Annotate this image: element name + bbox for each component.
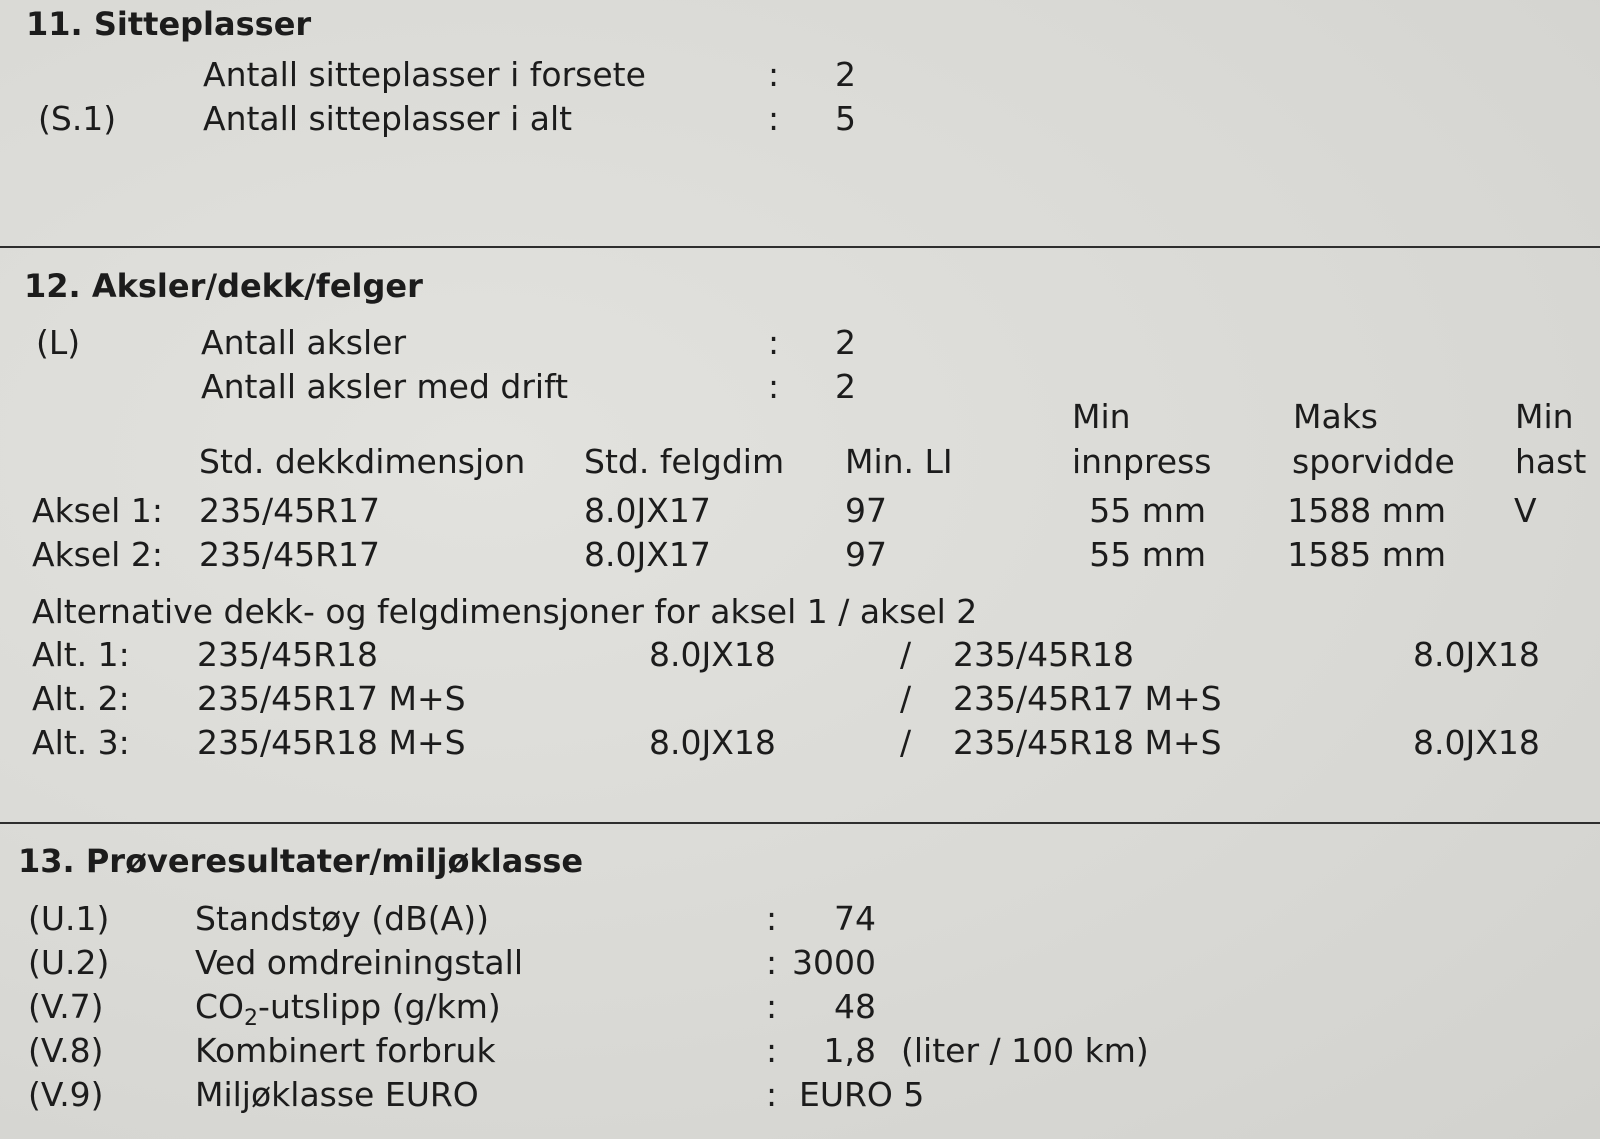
axles-count-value: 2 bbox=[835, 323, 856, 362]
noise-value: 74 bbox=[834, 899, 876, 938]
axle-1-spor: 1588 mm bbox=[1287, 491, 1446, 530]
noise-label: Standstøy (dB(A)) bbox=[195, 899, 489, 938]
axles-count-code: (L) bbox=[36, 323, 81, 362]
header-felg: Std. felgdim bbox=[584, 442, 785, 481]
axle-1-innpress: 55 mm bbox=[1089, 491, 1206, 530]
euro-class-sep: : bbox=[766, 1075, 778, 1114]
alt-1-dekk2: 235/45R18 bbox=[953, 635, 1135, 674]
alt-1-dekk1: 235/45R18 bbox=[197, 635, 379, 674]
co2-label-pre: CO bbox=[195, 987, 245, 1026]
alt-1-felg1: 8.0JX18 bbox=[649, 635, 776, 674]
co2-code: (V.7) bbox=[28, 987, 104, 1026]
alt-3-dekk2: 235/45R18 M+S bbox=[953, 723, 1222, 762]
header-dekk: Std. dekkdimensjon bbox=[199, 442, 526, 481]
alt-2-slash: / bbox=[900, 679, 912, 718]
consumption-value: 1,8 bbox=[823, 1031, 876, 1070]
axles-count-sep: : bbox=[768, 323, 780, 362]
consumption-unit: (liter / 100 km) bbox=[901, 1031, 1149, 1070]
euro-class-value: EURO 5 bbox=[799, 1075, 925, 1114]
section-13-title: 13. Prøveresultater/miljøklasse bbox=[18, 842, 584, 880]
alt-3-felg2: 8.0JX18 bbox=[1413, 723, 1540, 762]
axle-2-felg: 8.0JX17 bbox=[584, 535, 711, 574]
axle-1-felg: 8.0JX17 bbox=[584, 491, 711, 530]
header-hast-line2: hast bbox=[1515, 442, 1587, 481]
header-innpress-line1: Min bbox=[1072, 397, 1131, 436]
axle-1-hast: V bbox=[1514, 491, 1537, 530]
axle-2-label: Aksel 2: bbox=[32, 535, 163, 574]
alt-3-dekk1: 235/45R18 M+S bbox=[197, 723, 466, 762]
alt-1-felg2: 8.0JX18 bbox=[1413, 635, 1540, 674]
header-spor-line1: Maks bbox=[1293, 397, 1378, 436]
alt-1-label: Alt. 1: bbox=[32, 635, 130, 674]
seats-total-label: Antall sitteplasser i alt bbox=[203, 99, 573, 138]
rpm-code: (U.2) bbox=[28, 943, 110, 982]
header-hast-line1: Min bbox=[1515, 397, 1574, 436]
alt-2-label: Alt. 2: bbox=[32, 679, 130, 718]
euro-class-label: Miljøklasse EURO bbox=[195, 1075, 479, 1114]
header-innpress-line2: innpress bbox=[1072, 442, 1212, 481]
noise-sep: : bbox=[766, 899, 778, 938]
axle-1-dekk: 235/45R17 bbox=[199, 491, 381, 530]
axle-1-label: Aksel 1: bbox=[32, 491, 163, 530]
alt-3-felg1: 8.0JX18 bbox=[649, 723, 776, 762]
alt-3-slash: / bbox=[900, 723, 912, 762]
section-12-title: 12. Aksler/dekk/felger bbox=[24, 267, 423, 305]
axle-1-li: 97 bbox=[845, 491, 887, 530]
seats-front-label: Antall sitteplasser i forsete bbox=[203, 55, 646, 94]
co2-label-post: -utslipp (g/km) bbox=[258, 987, 501, 1026]
axle-2-dekk: 235/45R17 bbox=[199, 535, 381, 574]
header-li: Min. LI bbox=[845, 442, 953, 481]
alt-2-dekk1: 235/45R17 M+S bbox=[197, 679, 466, 718]
euro-class-code: (V.9) bbox=[28, 1075, 104, 1114]
header-spor-line2: sporvidde bbox=[1292, 442, 1455, 481]
consumption-code: (V.8) bbox=[28, 1031, 104, 1070]
seats-total-code: (S.1) bbox=[38, 99, 117, 138]
driven-axles-value: 2 bbox=[835, 367, 856, 406]
axle-2-li: 97 bbox=[845, 535, 887, 574]
seats-front-value: 2 bbox=[835, 55, 856, 94]
axle-2-spor: 1585 mm bbox=[1287, 535, 1446, 574]
alt-2-dekk2: 235/45R17 M+S bbox=[953, 679, 1222, 718]
seats-total-sep: : bbox=[768, 99, 780, 138]
driven-axles-sep: : bbox=[768, 367, 780, 406]
consumption-label: Kombinert forbruk bbox=[195, 1031, 496, 1070]
section-divider bbox=[0, 246, 1600, 248]
alt-heading: Alternative dekk- og felgdimensjoner for aksel 1 / aksel 2 bbox=[32, 592, 978, 631]
co2-value: 48 bbox=[834, 987, 876, 1026]
consumption-sep: : bbox=[766, 1031, 778, 1070]
axles-count-label: Antall aksler bbox=[201, 323, 407, 362]
co2-label bbox=[195, 987, 501, 1031]
rpm-label: Ved omdreiningstall bbox=[195, 943, 523, 982]
co2-label-sub: 2 bbox=[244, 1006, 259, 1031]
seats-front-sep: : bbox=[768, 55, 780, 94]
co2-sep: : bbox=[766, 987, 778, 1026]
section-divider bbox=[0, 822, 1600, 824]
axle-2-innpress: 55 mm bbox=[1089, 535, 1206, 574]
alt-1-slash: / bbox=[900, 635, 912, 674]
driven-axles-label: Antall aksler med drift bbox=[201, 367, 569, 406]
section-11-title: 11. Sitteplasser bbox=[26, 5, 312, 43]
rpm-sep: : bbox=[766, 943, 778, 982]
rpm-value: 3000 bbox=[792, 943, 876, 982]
alt-3-label: Alt. 3: bbox=[32, 723, 130, 762]
noise-code: (U.1) bbox=[28, 899, 110, 938]
seats-total-value: 5 bbox=[835, 99, 856, 138]
